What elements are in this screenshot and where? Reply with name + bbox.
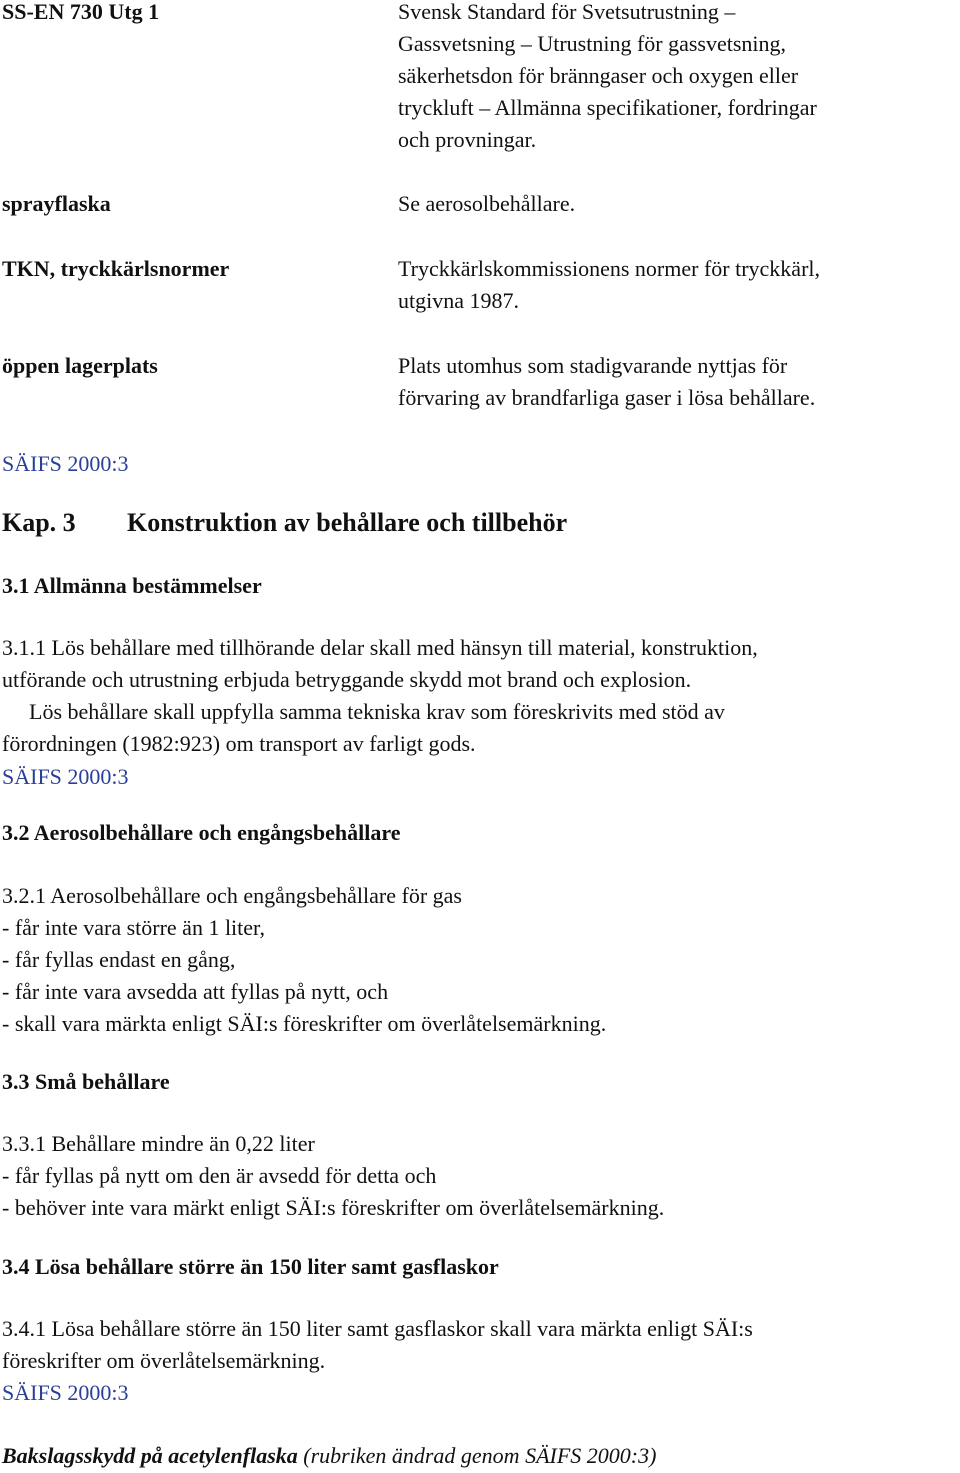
section-heading-3-2: 3.2 Aerosolbehållare och engångsbehållare xyxy=(2,820,401,845)
definition-line: Svensk Standard för Svetsutrustning – xyxy=(398,0,736,24)
paragraph-line: förordningen (1982:923) om transport av farligt gods. xyxy=(2,731,476,756)
definition-line: Plats utomhus som stadigvarande nyttjas för xyxy=(398,353,788,378)
section-heading-3-4: 3.4 Lösa behållare större än 150 liter samt gasflaskor xyxy=(2,1254,499,1279)
term-tkn: TKN, tryckkärlsnormer xyxy=(2,256,230,281)
definition-tkn xyxy=(398,253,820,317)
definition-line: tryckluft – Allmänna specifikationer, fordringar xyxy=(398,95,817,120)
section-heading-bakslagsskydd xyxy=(2,1440,656,1472)
paragraph-line: utförande och utrustning erbjuda betryggande skydd mot brand och explosion. xyxy=(2,667,692,692)
definition-ss-en-730 xyxy=(398,0,817,156)
term-ss-en-730: SS-EN 730 Utg 1 xyxy=(2,0,160,24)
section-heading-3-3: 3.3 Små behållare xyxy=(2,1069,170,1094)
list-item: - får fyllas på nytt om den är avsedd för detta och xyxy=(2,1163,437,1188)
term-oppen-lagerplats: öppen lagerplats xyxy=(2,353,158,378)
heading-title: Bakslagsskydd på acetylenflaska xyxy=(2,1443,298,1468)
paragraph-line: föreskrifter om överlåtelsemärkning. xyxy=(2,1348,326,1373)
definition-line: Gassvetsning – Utrustning för gassvetsning, xyxy=(398,31,787,56)
definition-sprayflaska: Se aerosolbehållare. xyxy=(398,191,576,216)
definition-line: utgivna 1987. xyxy=(398,288,519,313)
list-item: - får inte vara avsedda att fyllas på nytt, och xyxy=(2,979,389,1004)
paragraph-3-3-1 xyxy=(2,1128,664,1224)
definition-oppen-lagerplats xyxy=(398,350,815,414)
paragraph-line: 3.3.1 Behållare mindre än 0,22 liter xyxy=(2,1131,315,1156)
paragraph-line: 3.2.1 Aerosolbehållare och engångsbehållare för gas xyxy=(2,883,462,908)
paragraph-3-1-1 xyxy=(2,632,758,760)
section-heading-3-1: 3.1 Allmänna bestämmelser xyxy=(2,573,262,598)
paragraph-line: Lös behållare skall uppfylla samma tekniska krav som föreskrivits med stöd av xyxy=(29,699,725,724)
list-item: - får fyllas endast en gång, xyxy=(2,947,236,972)
list-item: - skall vara märkta enligt SÄI:s föreskrifter om överlåtelsemärkning. xyxy=(2,1011,607,1036)
heading-note: (rubriken ändrad genom SÄIFS 2000:3) xyxy=(297,1443,657,1468)
definition-line: Tryckkärlskommissionens normer för tryckkärl, xyxy=(398,256,821,281)
paragraph-3-2-1 xyxy=(2,880,606,1040)
definition-line: och provningar. xyxy=(398,127,537,152)
list-item: - behöver inte vara märkt enligt SÄI:s föreskrifter om överlåtelsemärkning. xyxy=(2,1195,665,1220)
chapter-title: Konstruktion av behållare och tillbehör xyxy=(127,508,568,537)
list-item: - får inte vara större än 1 liter, xyxy=(2,915,265,940)
chapter-number: Kap. 3 xyxy=(2,508,76,537)
paragraph-line: 3.1.1 Lös behållare med tillhörande delar skall med hänsyn till material, konstruktion, xyxy=(2,635,758,660)
paragraph-line: 3.4.1 Lösa behållare större än 150 liter samt gasflaskor skall vara märkta enligt SÄI:s xyxy=(2,1316,753,1341)
saifs-reference: SÄIFS 2000:3 xyxy=(2,1380,129,1405)
saifs-reference: SÄIFS 2000:3 xyxy=(2,451,129,476)
paragraph-3-4-1 xyxy=(2,1313,753,1377)
saifs-reference: SÄIFS 2000:3 xyxy=(2,764,129,789)
definition-line: säkerhetsdon för bränngaser och oxygen eller xyxy=(398,63,799,88)
definition-line: förvaring av brandfarliga gaser i lösa behållare. xyxy=(398,385,816,410)
term-sprayflaska: sprayflaska xyxy=(2,191,111,216)
